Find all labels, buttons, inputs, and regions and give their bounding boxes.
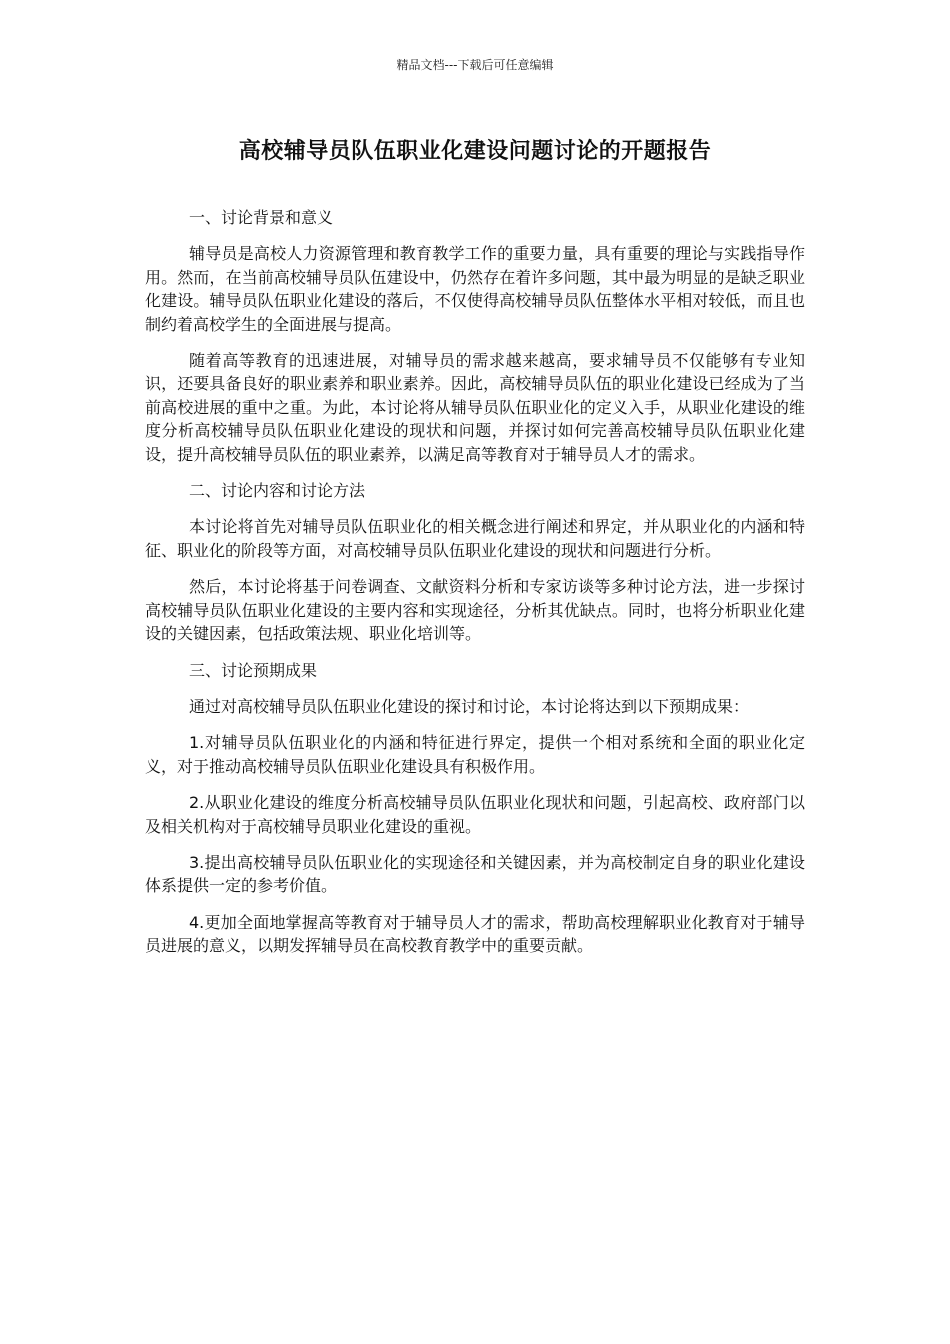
body-paragraph: 本讨论将首先对辅导员队伍职业化的相关概念进行阐述和界定，并从职业化的内涵和特征、职业化的阶段等方面，对高校辅导员队伍职业化建设的现状和问题进行分析。 [145, 517, 805, 560]
list-item: 1.对辅导员队伍职业化的内涵和特征进行界定，提供一个相对系统和全面的职业化定义，对于推动高校辅导员队伍职业化建设具有积极作用。 [145, 733, 805, 776]
body-paragraph: 通过对高校辅导员队伍职业化建设的探讨和讨论，本讨论将达到以下预期成果： [189, 696, 750, 716]
list-item: 3.提出高校辅导员队伍职业化的实现途径和关键因素，并为高校制定自身的职业化建设体系提供一定的参考价值。 [145, 852, 805, 896]
body-paragraph: 然后，本讨论将基于问卷调查、文献资料分析和专家访谈等多种讨论方法，进一步探讨高校辅导员队伍职业化建设的主要内容和实现途径，分析其优缺点。同时，也将分析职业化建设的关键因素，包括政策法规、职业化培训等。 [145, 577, 805, 644]
document-body [145, 206, 805, 971]
body-paragraph: 辅导员是高校人力资源管理和教育教学工作的重要力量，具有重要的理论与实践指导作用。然而，在当前高校辅导员队伍建设中，仍然存在着许多问题，其中最为明显的是缺乏职业化建设。辅导员队伍职业化建设的落后，不仅使得高校辅导员队伍整体水平相对较低，而且也制约着高校学生的全面进展与提高。 [145, 244, 805, 334]
list-item: 4.更加全面地掌握高等教育对于辅导员人才的需求，帮助高校理解职业化教育对于辅导员进展的意义，以期发挥辅导员在高校教育教学中的重要贡献。 [145, 912, 805, 956]
section-heading: 二、讨论内容和讨论方法 [189, 481, 366, 501]
section-heading: 一、讨论背景和意义 [189, 208, 334, 227]
section-heading: 三、讨论预期成果 [189, 660, 318, 680]
body-paragraph: 随着高等教育的迅速进展，对辅导员的需求越来越高，要求辅导员不仅能够有专业知识，还要具备良好的职业素养和职业素养。因此，高校辅导员队伍的职业化建设已经成为了当前高校进展的重中之重。为此，本讨论将从辅导员队伍职业化的定义入手，从职业化建设的维度分析高校辅导员队伍职业化建设的现状和问题，并探讨如何完善高校辅导员队伍职业化建设，提升高校辅导员队伍的职业素养，以满足高等教育对于辅导员人才的需求。 [145, 351, 805, 464]
list-item: 2.从职业化建设的维度分析高校辅导员队伍职业化现状和问题，引起高校、政府部门以及相关机构对于高校辅导员职业化建设的重视。 [145, 793, 805, 836]
document-title: 高校辅导员队伍职业化建设问题讨论的开题报告 [238, 139, 712, 164]
page-header: 精品文档---下载后可任意编辑 [396, 58, 554, 72]
